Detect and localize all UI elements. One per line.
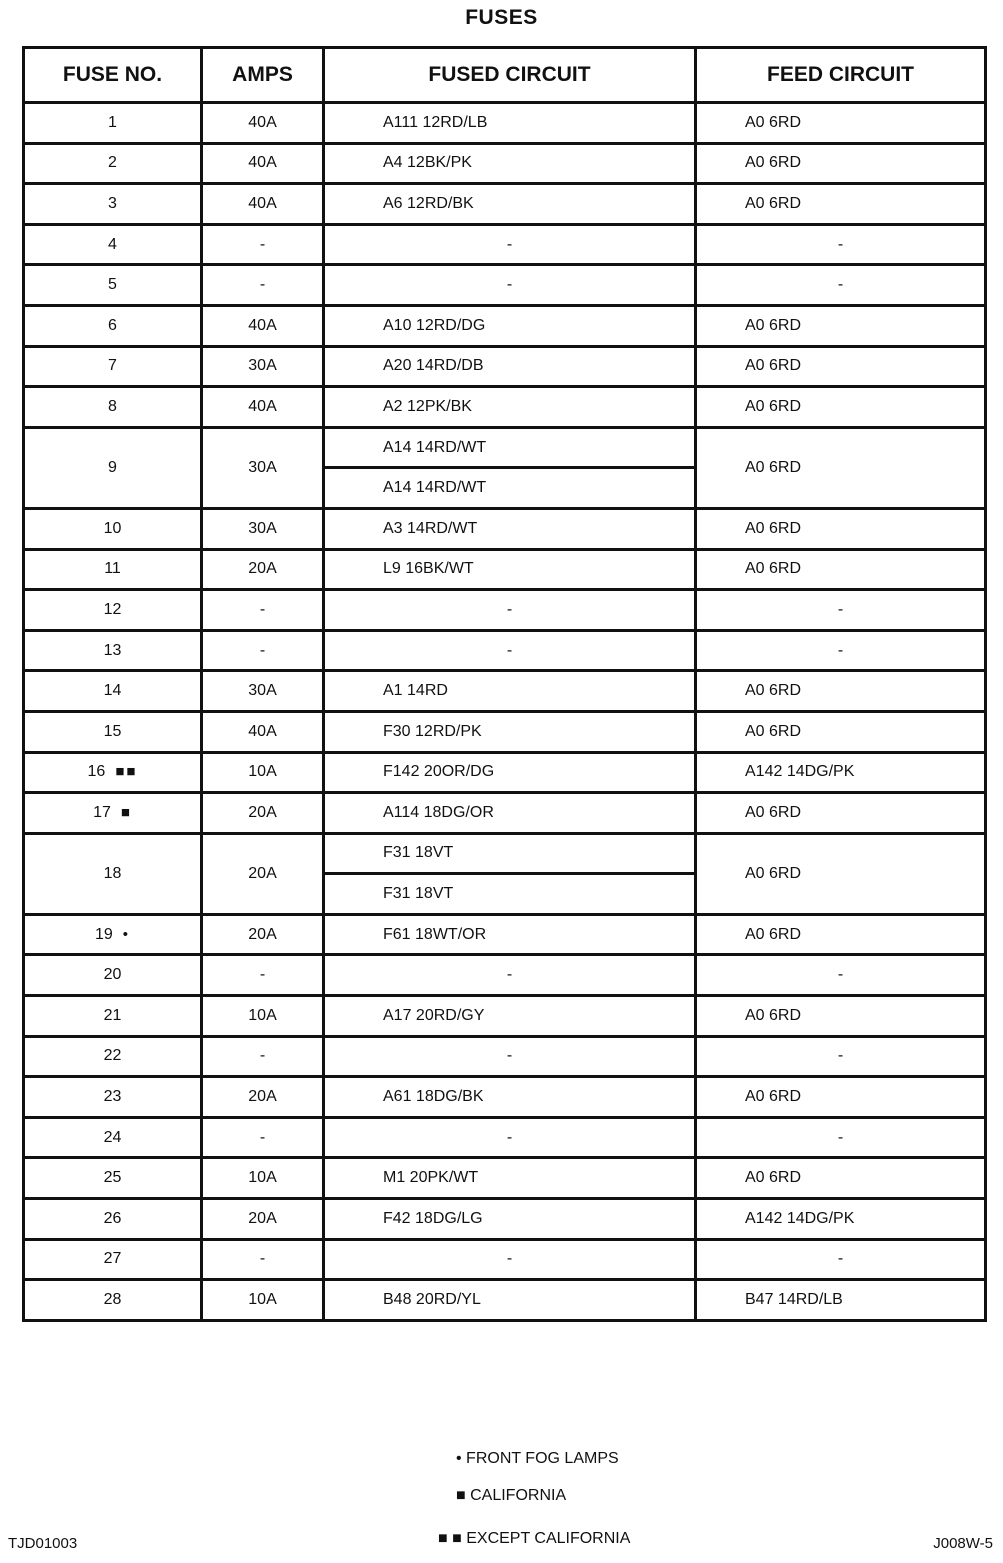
table-row [24,427,986,468]
table-row [24,914,986,955]
amps-cell: - [202,955,324,996]
amps-cell: 40A [202,103,324,144]
fused-circuit-cell: F42 18DG/LG [324,1199,696,1240]
table-row [24,590,986,631]
fuse-number: 14 [103,682,122,700]
fuse-number: 24 [103,1128,122,1146]
feed-circuit-cell: A0 6RD [696,387,986,428]
fuse-number: 11 [104,560,121,578]
table-row [24,224,986,265]
table-row [24,387,986,428]
feed-circuit-cell: A142 14DG/PK [696,1199,986,1240]
feed-circuit-cell: A0 6RD [696,711,986,752]
amps-cell: 20A [202,549,324,590]
fuse-number-cell [24,549,202,590]
table-row [24,305,986,346]
feed-circuit-cell: A0 6RD [696,184,986,225]
fused-circuit-cell: - [324,1239,696,1280]
fused-circuit-cell: A14 14RD/WT [324,427,696,468]
feed-circuit-cell: - [696,1239,986,1280]
legend-except-california: ■ ■ EXCEPT CALIFORNIA [438,1530,631,1547]
fused-circuit-cell: A114 18DG/OR [324,793,696,834]
fuse-number: 13 [103,641,122,659]
feed-circuit-cell: - [696,1117,986,1158]
feed-circuit-cell: A0 6RD [696,793,986,834]
legend-front-fog-lamps: • FRONT FOG LAMPS [456,1450,619,1467]
fuse-number: 3 [108,194,117,212]
feed-circuit-cell: A0 6RD [696,305,986,346]
fused-circuit-cell: A10 12RD/DG [324,305,696,346]
header-fused-circuit: FUSED CIRCUIT [324,48,696,103]
amps-cell: 40A [202,184,324,225]
fuse-number: 20 [103,966,122,984]
amps-cell: - [202,1239,324,1280]
fuse-number: 21 [103,1006,122,1024]
table-row [24,508,986,549]
amps-cell: 10A [202,752,324,793]
fused-circuit-cell: F142 20OR/DG [324,752,696,793]
fused-circuit-cell: - [324,955,696,996]
amps-cell: 30A [202,346,324,387]
fuse-number-cell [24,630,202,671]
fuse-number-cell [24,1077,202,1118]
amps-cell: - [202,265,324,306]
amps-cell: 10A [202,1280,324,1321]
fuse-number-cell [24,265,202,306]
feed-circuit-cell: A0 6RD [696,143,986,184]
fuse-number-cell [24,590,202,631]
fuse-number-cell [24,671,202,712]
table-row [24,630,986,671]
fused-circuit-cell: L9 16BK/WT [324,549,696,590]
feed-circuit-cell: A0 6RD [696,103,986,144]
fuse-number-cell [24,996,202,1037]
fuse-table [22,46,987,1322]
fuse-number-cell [24,955,202,996]
fuse-number-cell [24,143,202,184]
fuse-note-marker: • [122,925,131,943]
amps-cell: 10A [202,996,324,1037]
fuse-number: 10 [103,519,122,537]
fuse-number-cell [24,914,202,955]
fused-circuit-cell: B48 20RD/YL [324,1280,696,1321]
fused-circuit-cell: A61 18DG/BK [324,1077,696,1118]
fuse-number: 18 [103,864,122,882]
fuse-number-cell [24,1036,202,1077]
header-fuse-no: FUSE NO. [24,48,202,103]
amps-cell: 40A [202,305,324,346]
table-row [24,996,986,1037]
fuse-number: 28 [103,1291,122,1309]
fused-circuit-cell: A1 14RD [324,671,696,712]
amps-cell: 40A [202,711,324,752]
table-row [24,1158,986,1199]
fused-circuit-cell: M1 20PK/WT [324,1158,696,1199]
feed-circuit-cell: A0 6RD [696,1158,986,1199]
amps-cell: - [202,1117,324,1158]
feed-circuit-cell: A142 14DG/PK [696,752,986,793]
fuse-number: 4 [108,235,117,253]
fused-circuit-cell: - [324,630,696,671]
feed-circuit-cell: - [696,630,986,671]
table-row [24,103,986,144]
feed-circuit-cell: A0 6RD [696,427,986,508]
fuse-number: 15 [103,722,122,740]
feed-circuit-cell: A0 6RD [696,914,986,955]
feed-circuit-cell: A0 6RD [696,346,986,387]
table-row [24,671,986,712]
fuse-number-cell [24,103,202,144]
fuse-number-cell [24,1158,202,1199]
table-row [24,1077,986,1118]
fused-circuit-cell: - [324,265,696,306]
table-row [24,346,986,387]
fuse-number: 16 [87,763,106,781]
fuse-number: 7 [108,357,117,375]
fused-circuit-cell: - [324,590,696,631]
fuse-number-cell [24,1280,202,1321]
fuse-number: 17 [93,803,111,821]
fused-circuit-cell: F31 18VT [324,874,696,915]
fuse-number: 6 [108,316,117,334]
amps-cell: 30A [202,508,324,549]
table-row [24,711,986,752]
fuse-number: 8 [108,397,117,415]
fuse-number-cell [24,1199,202,1240]
fuse-number: 25 [103,1169,122,1187]
fuse-number-cell [24,1117,202,1158]
fuse-number: 1 [108,113,117,131]
table-row [24,1036,986,1077]
amps-cell: 30A [202,427,324,508]
fuse-number-cell [24,387,202,428]
table-row [24,143,986,184]
header-amps: AMPS [202,48,324,103]
fuse-number: 19 [94,925,113,943]
fuse-note-marker: ■ [120,803,132,821]
fused-circuit-cell: A14 14RD/WT [324,468,696,509]
fused-circuit-cell: F31 18VT [324,833,696,874]
feed-circuit-cell: A0 6RD [696,508,986,549]
amps-cell: 20A [202,1077,324,1118]
amps-cell: - [202,630,324,671]
feed-circuit-cell: - [696,1036,986,1077]
fused-circuit-cell: A3 14RD/WT [324,508,696,549]
fused-circuit-cell: A4 12BK/PK [324,143,696,184]
figure-code-left: TJD01003 [8,1535,78,1552]
fuse-number: 5 [108,276,117,294]
amps-cell: - [202,590,324,631]
fused-circuit-cell: A111 12RD/LB [324,103,696,144]
fused-circuit-cell: F30 12RD/PK [324,711,696,752]
fused-circuit-cell: F61 18WT/OR [324,914,696,955]
fuse-number-cell [24,833,202,914]
fused-circuit-cell: - [324,1117,696,1158]
fused-circuit-cell: A6 12RD/BK [324,184,696,225]
fuse-table-body [24,103,986,1321]
table-row [24,1239,986,1280]
amps-cell: 20A [202,793,324,834]
feed-circuit-cell: A0 6RD [696,996,986,1037]
fuse-number-cell [24,427,202,508]
feed-circuit-cell: A0 6RD [696,549,986,590]
fuse-number-cell [24,346,202,387]
fuse-number-cell [24,793,202,834]
amps-cell: - [202,224,324,265]
feed-circuit-cell: - [696,224,986,265]
feed-circuit-cell: - [696,955,986,996]
table-row [24,184,986,225]
fused-circuit-cell: A20 14RD/DB [324,346,696,387]
table-row [24,793,986,834]
fuse-number-cell [24,184,202,225]
amps-cell: 40A [202,143,324,184]
table-row [24,1280,986,1321]
table-row [24,833,986,874]
fuse-number-cell [24,305,202,346]
amps-cell: 20A [202,833,324,914]
fuse-number: 26 [103,1209,122,1227]
table-row [24,549,986,590]
amps-cell: 20A [202,1199,324,1240]
header-row [24,48,986,103]
page-title: FUSES [465,6,538,29]
feed-circuit-cell: - [696,265,986,306]
feed-circuit-cell: A0 6RD [696,1077,986,1118]
fuse-number: 9 [108,458,117,476]
amps-cell: - [202,1036,324,1077]
fuse-number-cell [24,752,202,793]
fused-circuit-cell: A17 20RD/GY [324,996,696,1037]
feed-circuit-cell: A0 6RD [696,833,986,914]
fuse-number-cell [24,508,202,549]
fuse-number-cell [24,711,202,752]
table-row [24,955,986,996]
amps-cell: 20A [202,914,324,955]
fuse-note-marker: ■■ [115,763,138,781]
table-row [24,265,986,306]
fuse-number: 22 [103,1047,122,1065]
amps-cell: 40A [202,387,324,428]
fuse-number: 27 [103,1250,122,1268]
fused-circuit-cell: A2 12PK/BK [324,387,696,428]
table-row [24,1199,986,1240]
feed-circuit-cell: A0 6RD [696,671,986,712]
table-row [24,1117,986,1158]
fused-circuit-cell: - [324,1036,696,1077]
feed-circuit-cell: - [696,590,986,631]
fuse-number-cell [24,224,202,265]
fuse-number-cell [24,1239,202,1280]
fuse-number: 12 [103,600,122,618]
legend-california: ■ CALIFORNIA [456,1487,567,1504]
header-feed-circuit: FEED CIRCUIT [696,48,986,103]
feed-circuit-cell: B47 14RD/LB [696,1280,986,1321]
figure-code-right: J008W-5 [933,1535,993,1552]
table-row [24,752,986,793]
fuse-number: 23 [103,1088,122,1106]
amps-cell: 30A [202,671,324,712]
amps-cell: 10A [202,1158,324,1199]
fuse-number: 2 [108,154,117,172]
fused-circuit-cell: - [324,224,696,265]
